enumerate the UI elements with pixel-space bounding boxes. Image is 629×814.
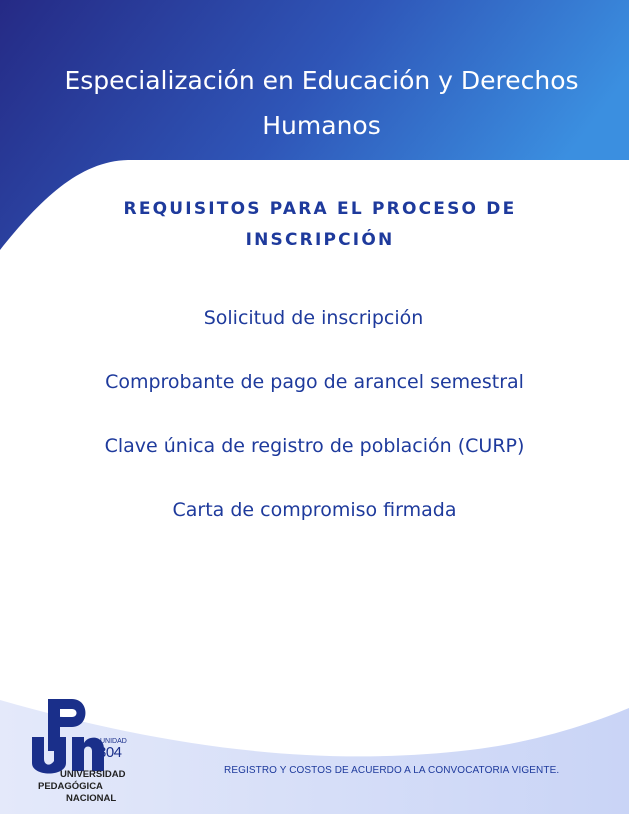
logo-unit-number: 304: [98, 744, 122, 761]
page-title: [14, 58, 629, 148]
logo-name-line-1: UNIVERSIDAD: [60, 769, 126, 780]
requirement-item: Clave única de registro de población (CURP): [104, 435, 525, 457]
title-line-1: Especialización en Educación y Derechos: [64, 66, 579, 95]
requirement-item: Carta de compromiso firmada: [172, 499, 457, 521]
requirements-heading: [60, 194, 580, 256]
title-line-2: Humanos: [262, 111, 381, 140]
logo-name-line-3: NACIONAL: [66, 793, 117, 804]
logo-unit-label: UNIDAD: [100, 738, 127, 745]
requirement-item: Comprobante de pago de arancel semestral: [105, 371, 524, 393]
requirements-list: [0, 300, 629, 556]
requirements-heading-line-2: INSCRIPCIÓN: [245, 230, 395, 250]
requirements-heading-line-1: REQUISITOS PARA EL PROCESO DE: [123, 199, 517, 219]
requirement-item: Solicitud de inscripción: [203, 307, 424, 329]
footer-note: REGISTRO Y COSTOS DE ACUERDO A LA CONVOCATORIA VIGENTE.: [224, 765, 560, 776]
logo-name-line-2: PEDAGÓGICA: [38, 781, 103, 792]
logo-university-name: [38, 769, 148, 805]
